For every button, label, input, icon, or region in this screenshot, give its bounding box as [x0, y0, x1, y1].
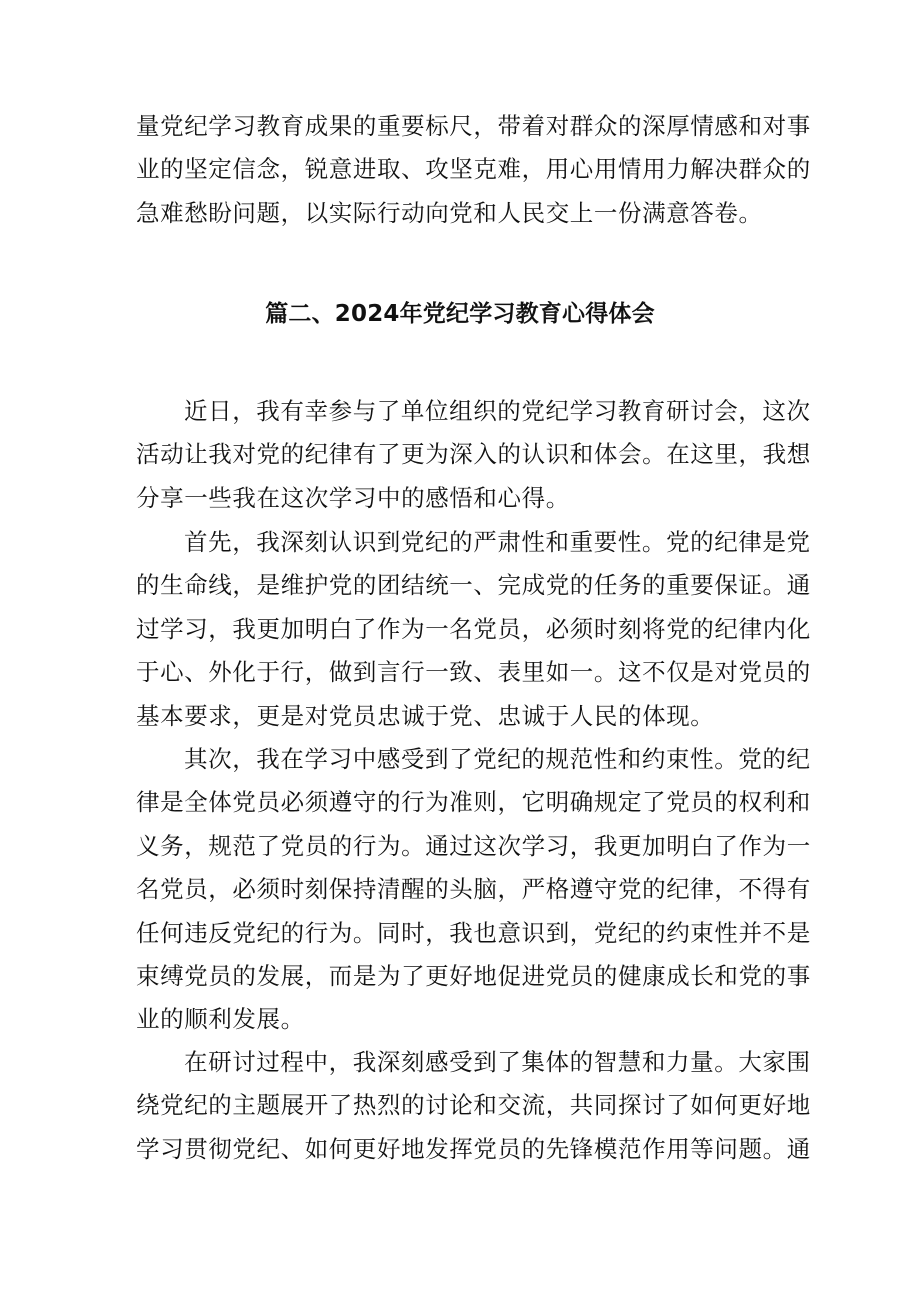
text-line: 首先，我深刻认识到党纪的严肃性和重要性。党的纪律是党 [184, 528, 811, 556]
text-line: 束缚党员的发展，而是为了更好地促进党员的健康成长和党的事 [136, 961, 811, 990]
paragraph-3 [136, 738, 811, 1042]
text-line: 任何违反党纪的行为。同时，我也意识到，党纪的约束性并不是 [136, 918, 811, 947]
text-line: 活动让我对党的纪律有了更为深入的认识和体会。在这里，我想 [136, 440, 811, 469]
text-line: 急难愁盼问题，以实际行动向党和人民交上一份满意答卷。 [136, 198, 763, 227]
text-line: 学习贯彻党纪、如何更好地发挥党员的先锋模范作用等问题。通 [136, 1134, 811, 1163]
text-line: 量党纪学习教育成果的重要标尺，带着对群众的深厚情感和对事 [136, 112, 811, 140]
paragraph-4 [136, 1041, 811, 1171]
text-line: 其次，我在学习中感受到了党纪的规范性和约束性。党的纪 [184, 745, 811, 773]
text-line: 业的顺利发展。 [136, 1005, 305, 1034]
text-line: 绕党纪的主题展开了热烈的讨论和交流，共同探讨了如何更好地 [136, 1091, 811, 1120]
text-line: 名党员，必须时刻保持清醒的头脑，严格遵守党的纪律，不得有 [136, 875, 811, 904]
text-line: 于心、外化于行，做到言行一致、表里如一。这不仅是对党员的 [136, 658, 811, 687]
paragraph-2 [136, 521, 811, 738]
top-paragraph [136, 105, 811, 235]
section-heading: 篇二、2024年党纪学习教育心得体会 [265, 301, 655, 327]
text-line: 在研讨过程中，我深刻感受到了集体的智慧和力量。大家围 [184, 1048, 811, 1076]
text-line: 近日，我有幸参与了单位组织的党纪学习教育研讨会，这次 [184, 397, 811, 425]
paragraph-1 [136, 390, 811, 520]
text-line: 过学习，我更加明白了作为一名党员，必须时刻将党的纪律内化 [136, 614, 811, 643]
text-line: 的生命线，是维护党的团结统一、完成党的任务的重要保证。通 [136, 571, 811, 600]
text-line: 分享一些我在这次学习中的感悟和心得。 [136, 483, 570, 512]
text-line: 律是全体党员必须遵守的行为准则，它明确规定了党员的权利和 [136, 788, 811, 817]
text-line: 基本要求，更是对党员忠诚于党、忠诚于人民的体现。 [136, 701, 715, 730]
text-line: 业的坚定信念，锐意进取、攻坚克难，用心用情用力解决群众的 [136, 155, 811, 184]
text-line: 义务，规范了党员的行为。通过这次学习，我更加明白了作为一 [136, 831, 811, 860]
